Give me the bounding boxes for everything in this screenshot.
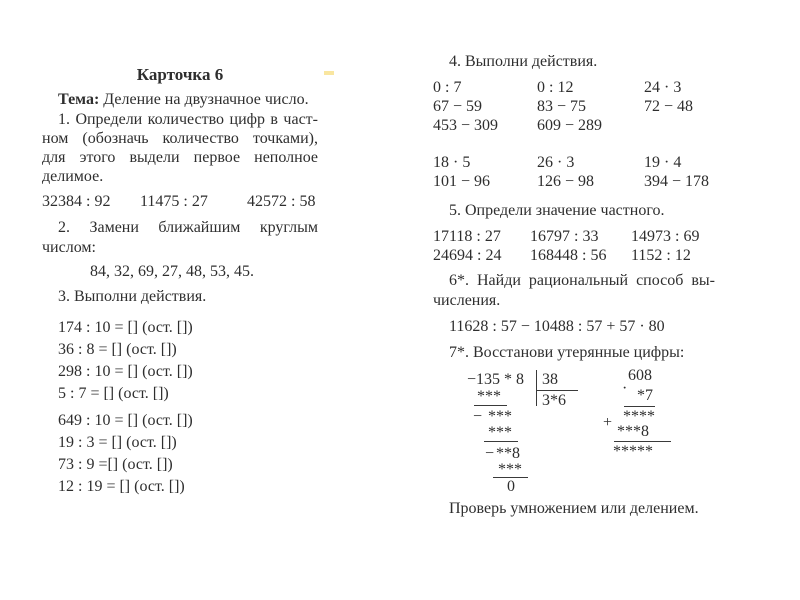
- multiplication-partial-product-1: ****: [623, 408, 655, 425]
- division-subtrahend-1: ***: [477, 388, 501, 405]
- division-problem: 14973 : 69: [631, 228, 700, 245]
- task7-worked-examples: [433, 367, 715, 497]
- left-column: [42, 64, 318, 498]
- task2-block: [42, 218, 318, 282]
- division-problem: 24694 : 24: [433, 247, 502, 264]
- division-final-remainder: 0: [507, 478, 515, 495]
- theme-text: Деление на двузначное число.: [99, 91, 309, 108]
- arithmetic-exercise: 24 · 3: [644, 79, 682, 96]
- scan-artifact: [324, 71, 334, 75]
- multiplication-partial-product-2: ***8: [617, 423, 649, 440]
- division-exercise: 73 : 9 =[] (ост. []): [58, 456, 173, 473]
- task3-group2: [42, 410, 318, 498]
- arithmetic-exercise: 19 · 4: [644, 154, 682, 171]
- task3-group1: [42, 317, 318, 405]
- division-exercise: 19 : 3 = [] (ост. []): [58, 434, 177, 451]
- division-problem: 168448 : 56: [530, 247, 607, 264]
- multiplication-multiplicand: 608: [628, 367, 652, 384]
- division-remainder-2: **8: [496, 445, 520, 462]
- division-exercise: 12 : 19 = [] (ост. []): [58, 478, 185, 495]
- division-minus-sign: −: [473, 408, 483, 425]
- division-underline-2: [484, 441, 518, 442]
- division-problem: 16797 : 33: [530, 228, 599, 245]
- task4-block1: [433, 78, 715, 135]
- task1-line: для этого выдели первое неполное: [42, 149, 318, 166]
- task5-heading: 5. Определи значение частного.: [449, 202, 665, 219]
- task6-heading-line1: 6*. Найди рациональный способ вы-: [449, 272, 715, 289]
- task5-problems: [433, 227, 715, 265]
- card-title: Карточка 6: [136, 65, 224, 84]
- theme-line: [42, 90, 318, 110]
- task6-expression: 11628 : 57 − 10488 : 57 + 57 · 80: [449, 318, 665, 335]
- arithmetic-exercise: 67 − 59: [433, 98, 483, 115]
- task2-heading-line2: числом:: [42, 239, 96, 256]
- task3-heading: 3. Выполни действия.: [58, 288, 207, 305]
- task1-line: 1. Определи количество цифр в част-: [58, 111, 318, 128]
- multiplication-result: *****: [613, 443, 653, 460]
- multiplication-plus-sign: +: [603, 414, 613, 431]
- division-subtrahend-2: ***: [488, 424, 512, 441]
- division-exercise: 174 : 10 = [] (ост. []): [58, 319, 193, 336]
- division-underline-1: [474, 405, 507, 406]
- division-exercise: 5 : 7 = [] (ост. []): [58, 385, 169, 402]
- arithmetic-exercise: 72 − 48: [644, 98, 694, 115]
- division-remainder-1: ***: [488, 408, 512, 425]
- task1-paragraph: [42, 110, 318, 186]
- arithmetic-exercise: 0 : 12: [537, 79, 574, 96]
- task4-block2: [433, 153, 715, 191]
- arithmetic-exercise: 609 − 289: [537, 117, 603, 134]
- division-quotient: 3*6: [542, 392, 566, 409]
- multiplication-dot-sign: ·: [622, 380, 628, 397]
- division-exercise: 649 : 10 = [] (ост. []): [58, 412, 193, 429]
- arithmetic-exercise: 0 : 7: [433, 79, 462, 96]
- division-problem: 42572 : 58: [247, 193, 316, 210]
- division-bracket-vertical-line: [536, 370, 537, 406]
- task1-problems-row: [42, 192, 318, 212]
- arithmetic-exercise: 26 · 3: [537, 154, 575, 171]
- task1-line: ном (обозначь количество точками),: [42, 130, 318, 147]
- division-subtrahend-3: ***: [498, 461, 522, 478]
- division-minus-sign: −: [485, 445, 495, 462]
- theme-label: Тема:: [58, 91, 100, 108]
- division-dividend: 135 * 8: [476, 371, 524, 388]
- task4-heading: 4. Выполни действия.: [449, 53, 598, 70]
- arithmetic-exercise: 394 − 178: [644, 173, 710, 190]
- arithmetic-exercise: 83 − 75: [537, 98, 587, 115]
- arithmetic-exercise: 101 − 96: [433, 173, 491, 190]
- division-problem: 17118 : 27: [433, 228, 501, 245]
- division-divisor: 38: [542, 371, 558, 388]
- division-problem: 11475 : 27: [140, 193, 208, 210]
- task6-block: [433, 271, 715, 337]
- task1-line: делимое.: [42, 168, 104, 185]
- arithmetic-exercise: 126 − 98: [537, 173, 595, 190]
- arithmetic-exercise: 18 · 5: [433, 154, 471, 171]
- task7-footer: Проверь умножением или делением.: [449, 500, 699, 517]
- task6-heading-line2: числения.: [433, 292, 501, 309]
- division-problem: 32384 : 92: [42, 193, 111, 210]
- division-bracket-horizontal-line: [536, 390, 578, 391]
- division-exercise: 298 : 10 = [] (ост. []): [58, 363, 193, 380]
- task7-heading: 7*. Восстанови утерянные цифры:: [449, 344, 685, 361]
- multiplication-multiplier: *7: [637, 387, 653, 404]
- division-minus-sign: −: [467, 371, 477, 388]
- multiplication-underline-1: [624, 406, 655, 407]
- task2-heading-line1: 2. Замени ближайшим круглым: [58, 219, 318, 236]
- division-exercise: 36 : 8 = [] (ост. []): [58, 341, 177, 358]
- arithmetic-exercise: 453 − 309: [433, 117, 499, 134]
- arithmetic-exercise: [644, 116, 715, 135]
- multiplication-underline-2: [614, 441, 671, 442]
- division-problem: 1152 : 12: [631, 247, 691, 264]
- task2-numbers: 84, 32, 69, 27, 48, 53, 45.: [90, 263, 254, 280]
- right-column: [433, 44, 715, 519]
